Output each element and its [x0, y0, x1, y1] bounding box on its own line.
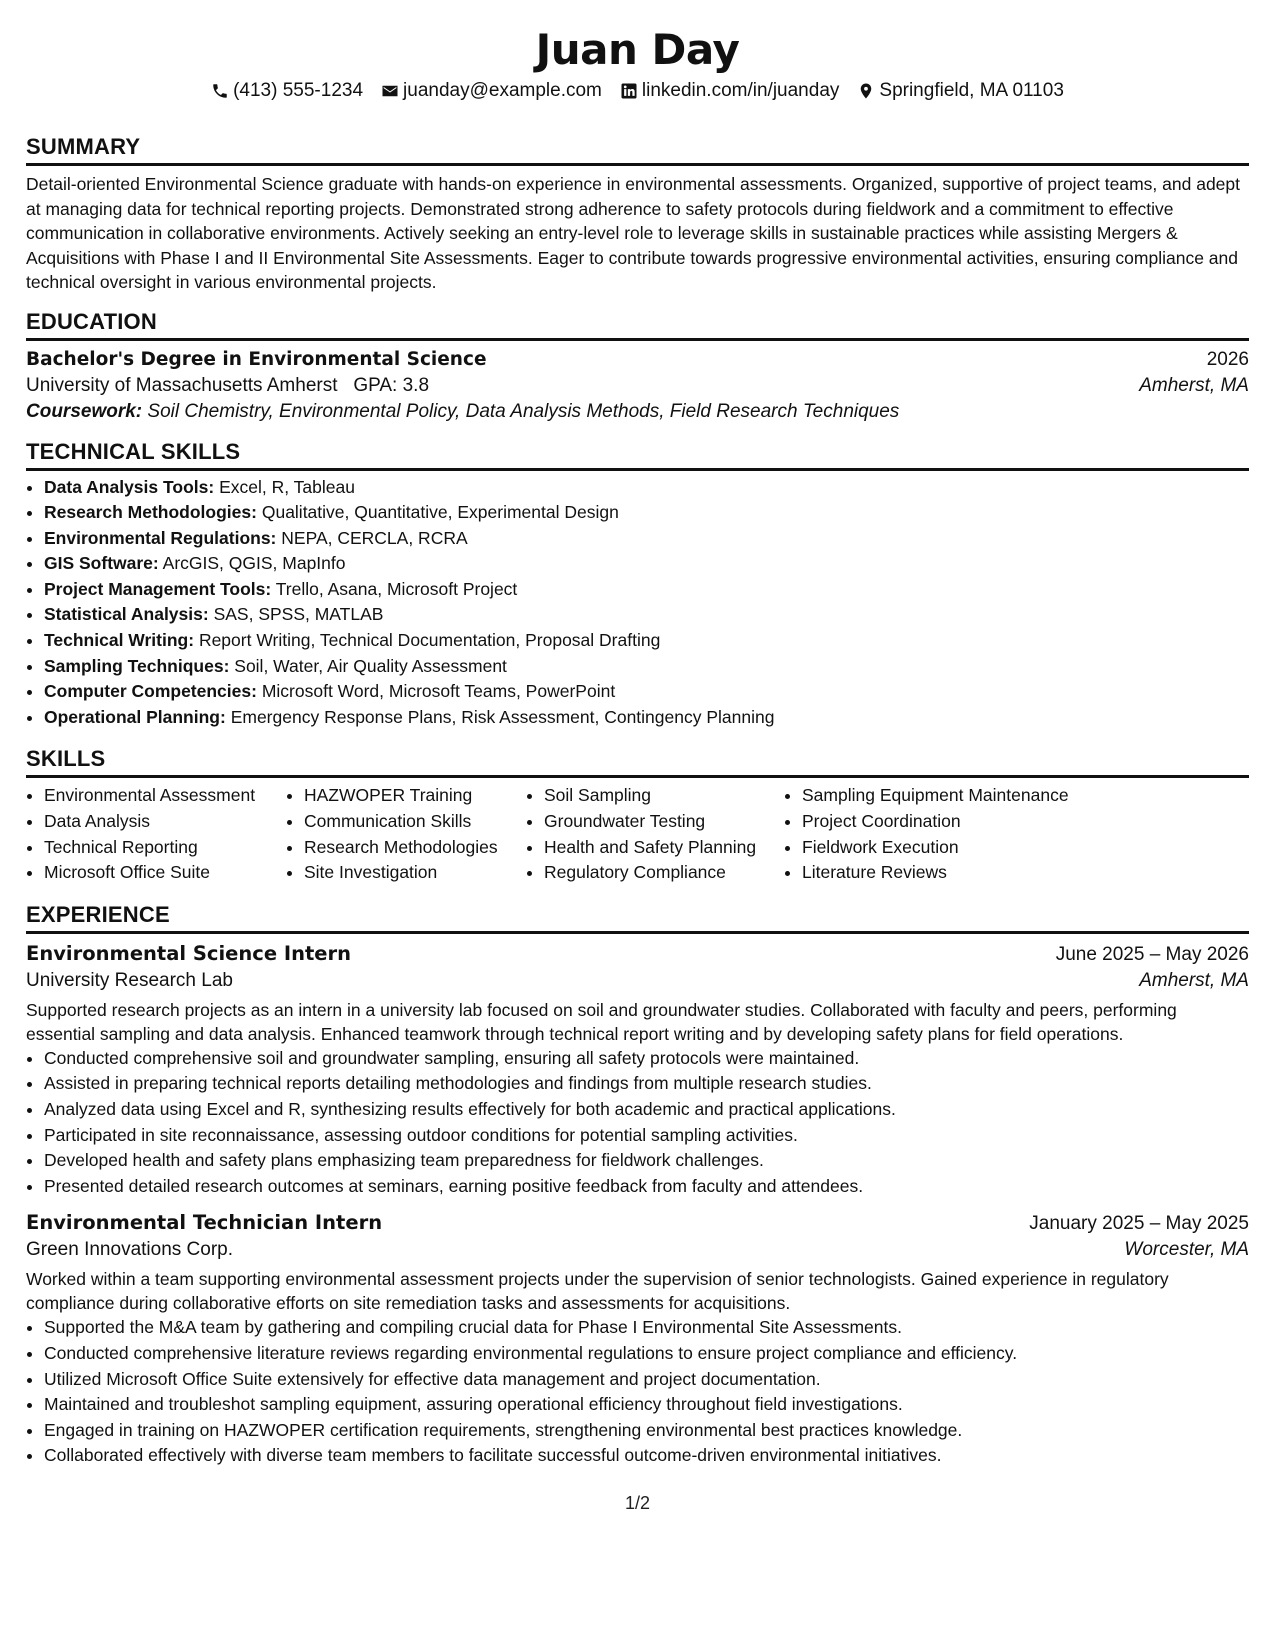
linkedin-text: linkedin.com/in/juanday	[641, 80, 840, 101]
job-company-row	[26, 1239, 1249, 1261]
list-item	[44, 705, 1249, 731]
location-text: Springfield, MA 01103	[879, 80, 1064, 101]
linkedin-icon	[620, 82, 638, 100]
list-item: • Engaged in training on HAZWOPER certification requirements, strengthening environmental best practices knowledge.	[44, 1418, 1249, 1444]
skill-label: Project Management Tools:	[44, 578, 272, 599]
coursework-line	[26, 401, 1249, 423]
list-item: • Communication Skills	[304, 809, 526, 835]
job-title: Environmental Science Intern	[26, 941, 352, 965]
skills-column-1	[26, 783, 286, 885]
skill-value: Excel, R, Tableau	[219, 476, 355, 497]
list-item: • Regulatory Compliance	[544, 860, 784, 886]
experience-heading: EXPERIENCE	[26, 902, 1249, 934]
list-item: • Participated in site reconnaissance, assessing outdoor conditions for potential sampling activities.	[44, 1123, 1249, 1149]
job-dates: June 2025 – May 2026	[1055, 943, 1249, 965]
degree-name: Bachelor's Degree in Environmental Science	[26, 348, 487, 370]
list-item	[44, 500, 1249, 526]
technical-skills-section	[26, 439, 1249, 731]
coursework-label: Coursework:	[26, 400, 143, 422]
education-school-row	[26, 375, 1249, 397]
contact-email[interactable]	[381, 80, 602, 102]
job-dates: January 2025 – May 2025	[1029, 1213, 1249, 1235]
contact-location	[857, 80, 1064, 102]
skill-value: SAS, SPSS, MATLAB	[213, 604, 384, 625]
skills-heading: SKILLS	[26, 746, 1249, 778]
list-item: • Research Methodologies	[304, 835, 526, 861]
list-item	[44, 628, 1249, 654]
phone-icon	[211, 82, 229, 100]
list-item: • Presented detailed research outcomes at seminars, earning positive feedback from faculty and attendees.	[44, 1174, 1249, 1200]
list-item	[44, 602, 1249, 628]
list-item: • Assisted in preparing technical reports detailing methodologies and findings from multiple research studies.	[44, 1071, 1249, 1097]
coursework-list: Soil Chemistry, Environmental Policy, Data Analysis Methods, Field Research Techniques	[147, 400, 900, 422]
gpa: GPA: 3.8	[353, 374, 430, 396]
job-company: University Research Lab	[26, 969, 233, 991]
list-item: • Data Analysis	[44, 809, 286, 835]
list-item: • Analyzed data using Excel and R, synthesizing results effectively for both academic and practical applications.	[44, 1097, 1249, 1123]
skill-value: Microsoft Word, Microsoft Teams, PowerPoint	[261, 681, 616, 702]
summary-section	[26, 134, 1249, 295]
skill-value: NEPA, CERCLA, RCRA	[281, 527, 468, 548]
email-text: juanday@example.com	[403, 80, 602, 101]
skill-value: Soil, Water, Air Quality Assessment	[234, 655, 507, 676]
list-item: • Fieldwork Execution	[802, 835, 1132, 861]
list-item: • Supported the M&A team by gathering and compiling crucial data for Phase I Environmental Site Assessments.	[44, 1315, 1249, 1341]
list-item: • Environmental Assessment	[44, 783, 286, 809]
list-item: • Literature Reviews	[802, 860, 1132, 886]
skill-value: ArcGIS, QGIS, MapInfo	[162, 553, 346, 574]
list-item: • Sampling Equipment Maintenance	[802, 783, 1132, 809]
contact-linkedin[interactable]	[620, 80, 840, 102]
list-item: • Conducted comprehensive soil and groundwater sampling, ensuring all safety protocols were maintained.	[44, 1046, 1249, 1072]
list-item: • Site Investigation	[304, 860, 526, 886]
experience-section	[26, 902, 1249, 1469]
school-name: University of Massachusetts Amherst	[26, 374, 338, 396]
skill-value: Emergency Response Plans, Risk Assessment, Contingency Planning	[230, 706, 775, 727]
skills-column-3	[526, 783, 784, 885]
list-item: • Health and Safety Planning	[544, 835, 784, 861]
list-item	[44, 679, 1249, 705]
job-location: Amherst, MA	[1139, 969, 1249, 991]
list-item: • Project Coordination	[802, 809, 1132, 835]
technical-skills-list	[26, 475, 1249, 731]
list-item: • Utilized Microsoft Office Suite extensively for effective data management and project documentation.	[44, 1367, 1249, 1393]
job-title: Environmental Technician Intern	[26, 1211, 383, 1235]
skills-grid	[26, 783, 1249, 885]
education-heading: EDUCATION	[26, 309, 1249, 341]
list-item	[44, 577, 1249, 603]
resume-page	[26, 0, 1249, 1513]
skill-label: Environmental Regulations:	[44, 527, 277, 548]
skill-label: Statistical Analysis:	[44, 604, 209, 625]
education-degree-row	[26, 349, 1249, 371]
contact-bar	[26, 78, 1249, 104]
list-item: • Soil Sampling	[544, 783, 784, 809]
skill-label: Technical Writing:	[44, 630, 195, 651]
skill-label: GIS Software:	[44, 553, 159, 574]
job-bullets	[26, 1315, 1249, 1469]
list-item: • Conducted comprehensive literature reviews regarding environmental regulations to ensure project compliance and efficiency.	[44, 1341, 1249, 1367]
list-item: • Technical Reporting	[44, 835, 286, 861]
list-item: • Collaborated effectively with diverse team members to facilitate successful outcome-driven environmental initiatives.	[44, 1443, 1249, 1469]
list-item: • HAZWOPER Training	[304, 783, 526, 809]
map-pin-icon	[857, 82, 875, 100]
job-company: Green Innovations Corp.	[26, 1239, 234, 1261]
school-location: Amherst, MA	[1139, 374, 1249, 396]
technical-skills-heading: TECHNICAL SKILLS	[26, 439, 1249, 471]
skill-value: Trello, Asana, Microsoft Project	[275, 578, 518, 599]
skill-label: Data Analysis Tools:	[44, 476, 215, 497]
job-company-row	[26, 970, 1249, 992]
education-section	[26, 309, 1249, 423]
list-item: • Developed health and safety plans emphasizing team preparedness for fieldwork challenges.	[44, 1148, 1249, 1174]
list-item	[44, 551, 1249, 577]
skill-label: Research Methodologies:	[44, 502, 257, 523]
job-entry	[26, 942, 1249, 1200]
summary-heading: SUMMARY	[26, 134, 1249, 166]
skills-section	[26, 746, 1249, 885]
job-bullets	[26, 1046, 1249, 1200]
list-item: • Maintained and troubleshot sampling equipment, assuring operational efficiency throughout field investigations.	[44, 1392, 1249, 1418]
job-location: Worcester, MA	[1124, 1239, 1249, 1261]
skill-value: Report Writing, Technical Documentation, Proposal Drafting	[198, 630, 661, 651]
graduation-year: 2026	[1206, 348, 1249, 370]
skill-value: Qualitative, Quantitative, Experimental Design	[261, 502, 619, 523]
school-line	[26, 375, 429, 397]
list-item	[44, 654, 1249, 680]
envelope-icon	[381, 82, 399, 100]
job-entry	[26, 1211, 1249, 1469]
skills-column-4	[784, 783, 1132, 885]
job-title-row	[26, 1211, 1249, 1235]
skill-label: Computer Competencies:	[44, 681, 257, 702]
job-description: Supported research projects as an intern in a university lab focused on soil and groundwater studies. Collaborated with faculty and peers, performing essential sampling and data analysis. Enhanced teamwork through technical report writing and by developing safety plans for field operations.	[26, 999, 1177, 1044]
contact-phone[interactable]	[211, 80, 363, 102]
list-item: • Microsoft Office Suite	[44, 860, 286, 886]
phone-text: (413) 555-1234	[233, 80, 364, 101]
summary-text: Detail-oriented Environmental Science graduate with hands-on experience in environmental assessments. Organized, supportive of project teams, and adept at managing data for technical reporting projects. Demonstrated strong adherence to safety protocols during fieldwork and a commitment to effective communication in collaborative environments. Actively seeking an entry-level role to leverage skills in sustainable practices while assisting Mergers & Acquisitions with Phase I and II Environmental Site Assessments. Eager to contribute towards progressive environmental activities, ensuring compliance and technical oversight in various environmental projects.	[26, 174, 1241, 292]
job-description: Worked within a team supporting environmental assessment projects under the supervision of senior technologists. Gained experience in regulatory compliance during collaborative efforts on site remediation tasks and assessments for acquisitions.	[26, 1269, 1169, 1314]
skill-label: Operational Planning:	[44, 706, 226, 727]
job-title-row	[26, 942, 1249, 966]
candidate-name: Juan Day	[535, 25, 740, 74]
skill-label: Sampling Techniques:	[44, 655, 230, 676]
list-item: • Groundwater Testing	[544, 809, 784, 835]
page-number: 1/2	[624, 1493, 651, 1513]
skills-column-2	[286, 783, 526, 885]
list-item	[44, 526, 1249, 552]
list-item	[44, 475, 1249, 501]
